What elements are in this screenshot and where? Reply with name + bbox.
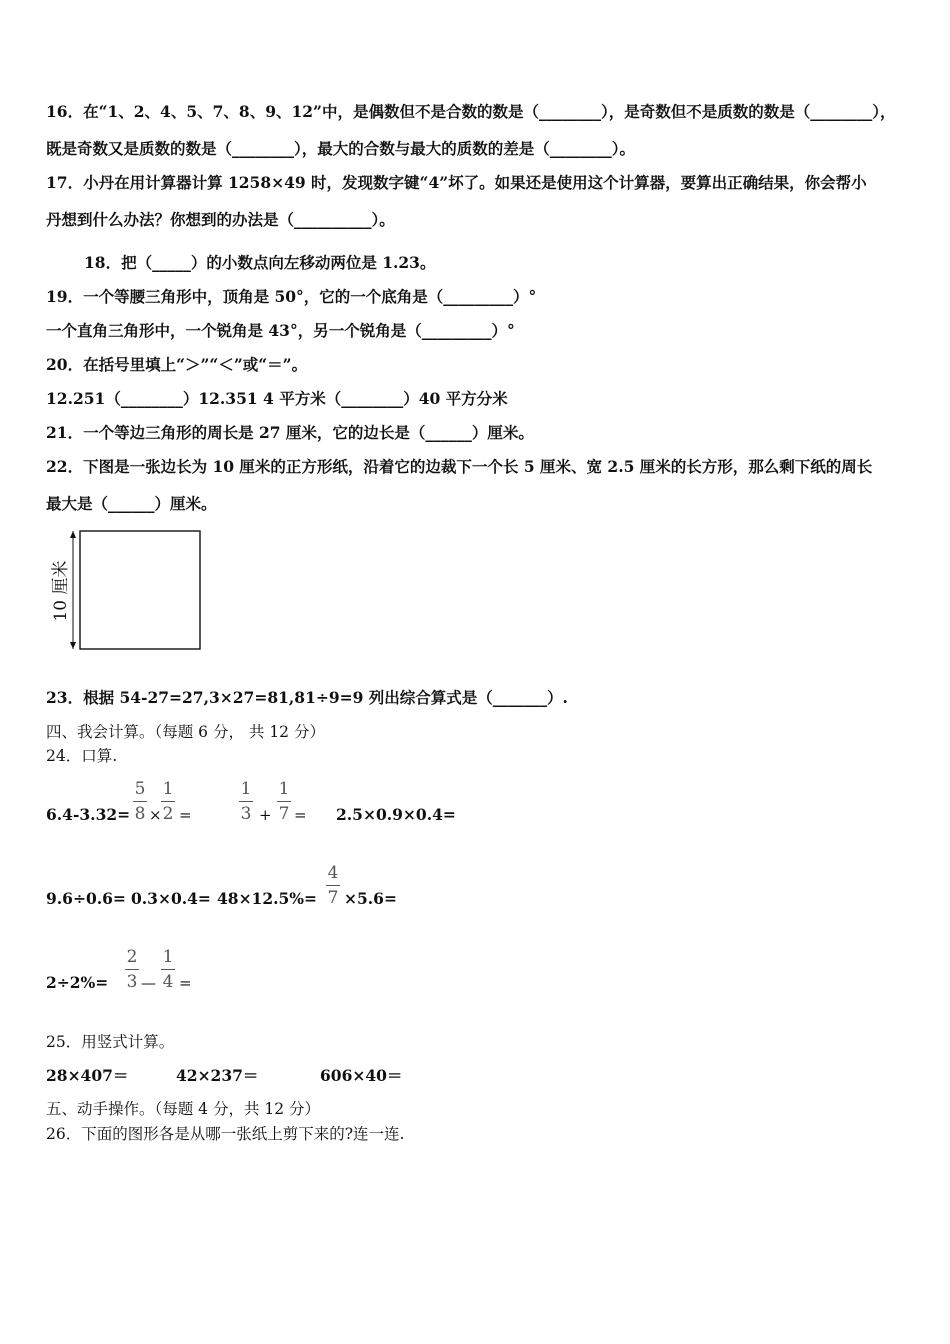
q22-line2: 最大是（______）厘米。 bbox=[46, 494, 217, 513]
square-paper bbox=[80, 531, 200, 649]
fraction-1-2: 1 2 bbox=[162, 779, 174, 824]
q22-line1: 22．下图是一张边长为 10 厘米的正方形纸，沿着它的边裁下一个长 5 厘米、宽 2.5 厘米的长方形，那么剩下纸的周长 bbox=[46, 457, 873, 476]
equals-sign-2: = bbox=[294, 806, 307, 824]
fraction-1-3: 1 3 bbox=[240, 779, 252, 824]
vertical-calc-1: 28×407＝ bbox=[46, 1066, 129, 1085]
q16-line2: 既是奇数又是质数的数是（________），最大的合数与最大的质数的差是（________）。 bbox=[46, 139, 636, 158]
calc-r3c1: 2÷2%= bbox=[46, 973, 109, 992]
equals-sign-3: = bbox=[179, 974, 192, 992]
plus-sign: + bbox=[259, 806, 272, 824]
fraction-1-7: 1 7 bbox=[278, 779, 290, 824]
q21: 21．一个等边三角形的周长是 27 厘米，它的边长是（______）厘米。 bbox=[46, 423, 534, 442]
fraction-1-4: 1 4 bbox=[162, 947, 174, 992]
times-sign: × bbox=[149, 806, 162, 824]
minus-sign: — bbox=[141, 974, 156, 992]
dimension-arrow-bottom bbox=[70, 642, 76, 649]
vertical-calc-2: 42×237＝ bbox=[176, 1066, 259, 1085]
q19-line2: 一个直角三角形中，一个锐角是 43°，另一个锐角是（_________）° bbox=[46, 321, 515, 340]
q23: 23．根据 54-27=27,3×27=81,81÷9=9 列出综合算式是（_______）. bbox=[46, 688, 568, 707]
square-paper-figure bbox=[40, 525, 210, 655]
fraction-4-7: 4 7 bbox=[327, 863, 339, 908]
q19-line1: 19．一个等腰三角形中，顶角是 50°，它的一个底角是（_________）° bbox=[46, 287, 537, 306]
q24-title: 24．口算. bbox=[46, 747, 118, 765]
q20-line2: 12.251（________）12.351 4 平方米（________）40 平方分米 bbox=[46, 389, 508, 408]
q26: 26．下面的图形各是从哪一张纸上剪下来的?连一连. bbox=[46, 1125, 405, 1143]
calc-r2c2: 0.3×0.4= bbox=[131, 889, 211, 908]
section4-heading: 四、我会计算。（每题 6 分， 共 12 分） bbox=[46, 723, 325, 741]
dimension-arrow-top bbox=[70, 531, 76, 538]
calc-r2c1: 9.6÷0.6= bbox=[46, 889, 126, 908]
calc-r2c4-tail: ×5.6= bbox=[344, 889, 397, 908]
q17-line1: 17．小丹在用计算器计算 1258×49 时，发现数字键“4”坏了。如果还是使用这个计算器，要算出正确结果，你会帮小 bbox=[46, 173, 867, 192]
q20-line1: 20．在括号里填上“＞”“＜”或“＝”。 bbox=[46, 355, 308, 374]
q18: 18．把（_____）的小数点向左移动两位是 1.23。 bbox=[84, 253, 436, 272]
calc-r2c3: 48×12.5%= bbox=[217, 889, 318, 908]
fraction-5-8: 5 8 bbox=[134, 779, 146, 824]
calc-r1c1: 6.4-3.32= bbox=[46, 805, 131, 824]
vertical-calc-3: 606×40＝ bbox=[320, 1066, 403, 1085]
equals-sign-1: = bbox=[179, 806, 192, 824]
q16-line1: 16．在“1、2、4、5、7、8、9、12”中，是偶数但不是合数的数是（________），是奇数但不是质数的数是（________）， bbox=[46, 102, 896, 121]
q17-line2: 丹想到什么办法？你想到的办法是（__________）。 bbox=[46, 210, 395, 229]
fraction-2-3: 2 3 bbox=[126, 947, 138, 992]
section5-heading: 五、动手操作。（每题 4 分，共 12 分） bbox=[46, 1100, 321, 1118]
calc-r1c4: 2.5×0.9×0.4= bbox=[336, 805, 456, 824]
q25-title: 25．用竖式计算。 bbox=[46, 1033, 175, 1051]
side-length-label: 10 厘米 bbox=[51, 560, 71, 622]
